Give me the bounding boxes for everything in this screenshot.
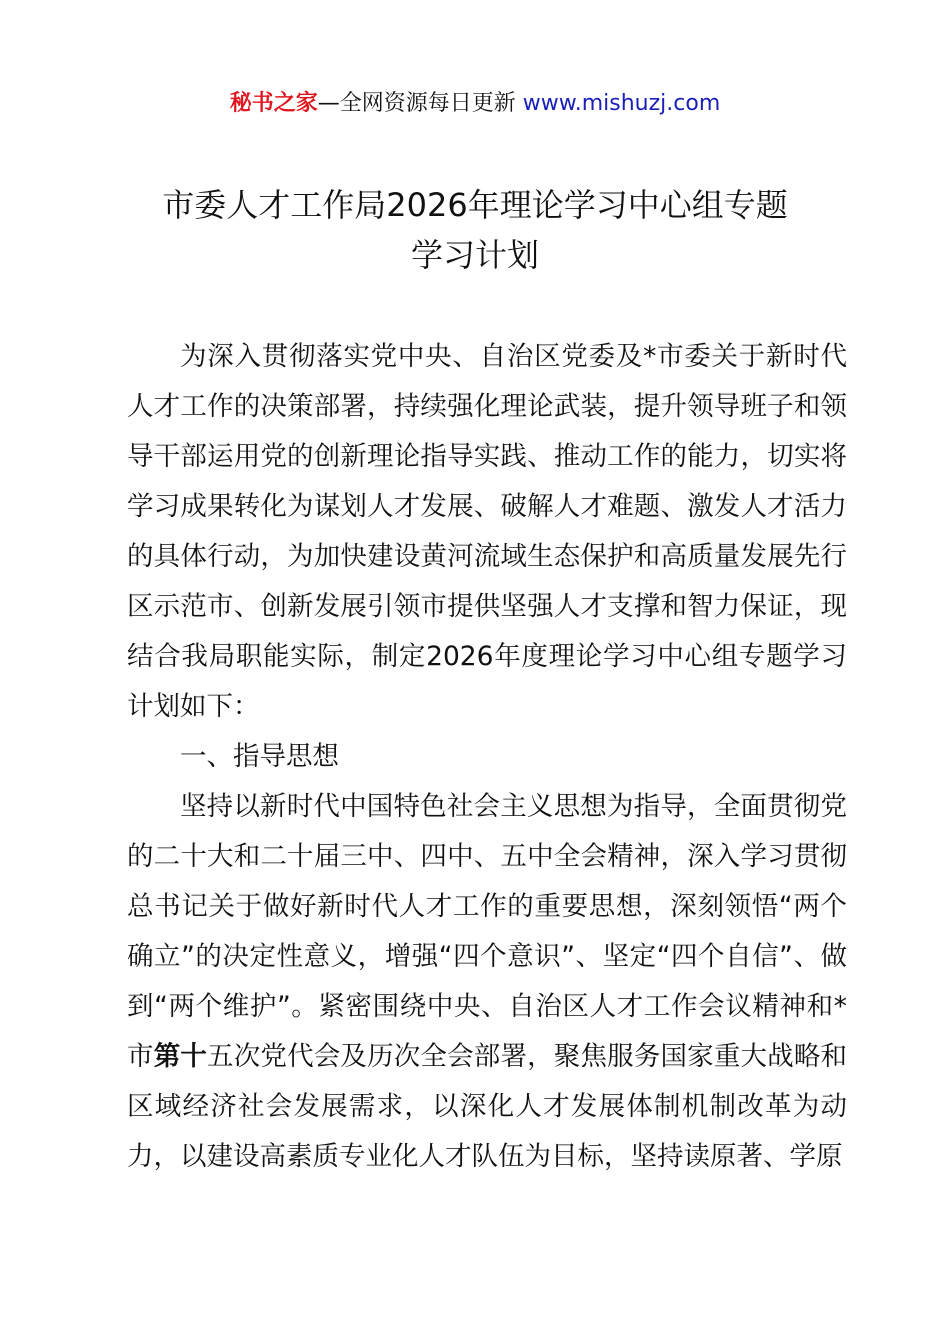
title-line-1: 市委人才工作局2026年理论学习中心组专题 — [162, 186, 788, 224]
paragraph-text-part-1: 坚持以新时代中国特色社会主义思想为指导，全面贯彻党的二十大和二十届三中、四中、五中全会精神，深入学习贯彻总书记关于做好新时代人才工作的重要思想，深刻领悟“两个确立”的决定性意义，增强“四个意识”、坚定“四个自信”、做到“两个维护”。紧密围绕中央、自治区人才工作会议精神和*市 — [127, 791, 847, 1072]
brand-name: 秘书之家 — [229, 91, 318, 116]
document-title — [100, 180, 850, 280]
bold-text: 第十 — [153, 1041, 208, 1072]
paragraph-text-part-2: 五次党代会及历次全会部署，聚焦服务国家重大战略和区域经济社会发展需求，以深化人才发展体制机制改革为动力，以建设高素质专业化人才队伍为目标，坚持读原著、学原 — [127, 1041, 848, 1172]
title-line-2: 学习计划 — [410, 236, 539, 274]
header-tagline: —全网资源每日更新 — [317, 91, 516, 116]
site-header — [0, 86, 950, 122]
site-url-link[interactable]: www.mishuzj.com — [522, 91, 721, 116]
intro-paragraph: 为深入贯彻落实党中央、自治区党委及*市委关于新时代人才工作的决策部署，持续强化理论武装，提升领导班子和领导干部运用党的创新理论指导实践、推动工作的能力，切实将学习成果转化为谋划人才发展、破解人才难题、激发人才活力的具体行动，为加快建设黄河流域生态保护和高质量发展先行区示范市、创新发展引领市提供坚强人才支撑和智力保证，现结合我局职能实际，制定2026年度理论学习中心组专题学习计划如下： — [127, 341, 847, 722]
section-heading-guiding-ideology: 一、指导思想 — [180, 741, 339, 772]
document-body — [127, 332, 847, 1182]
guiding-ideology-paragraph — [127, 782, 847, 1182]
